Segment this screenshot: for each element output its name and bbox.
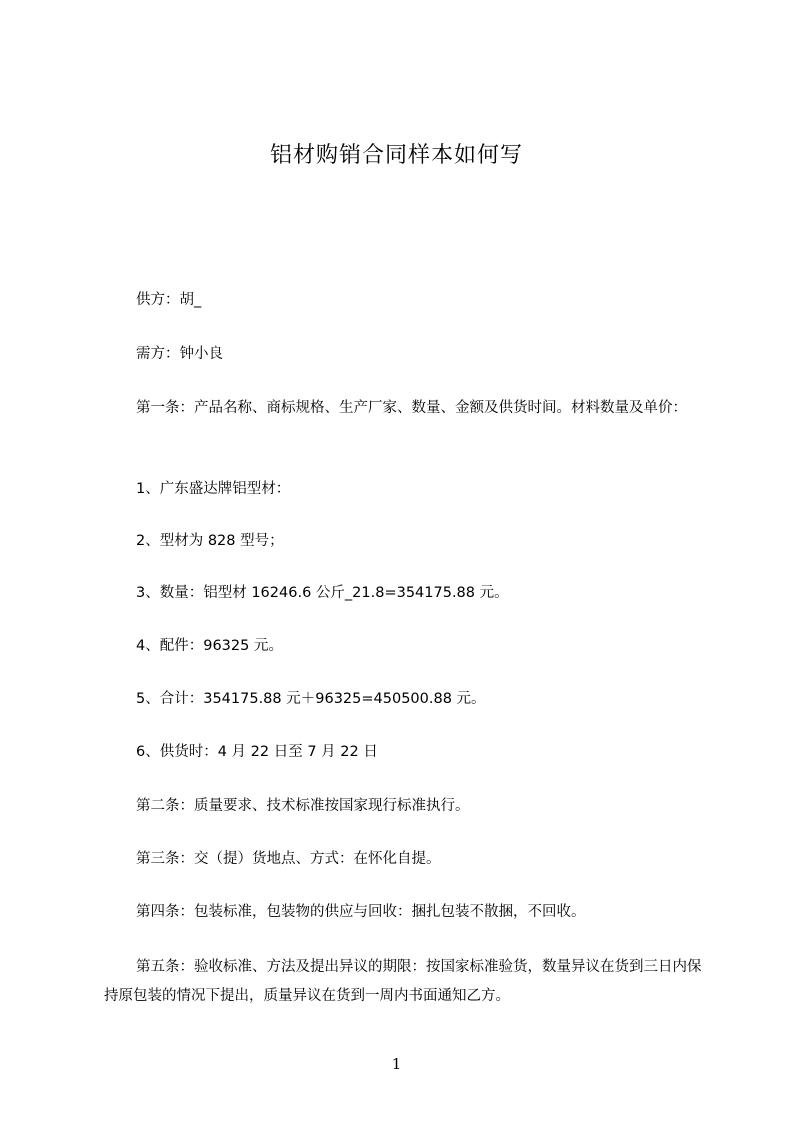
article-2: 第二条：质量要求、技术标准按国家现行标准执行。 — [136, 798, 470, 814]
item-6: 6、供货时：4 月 22 日至 7 月 22 日 — [136, 744, 378, 760]
buyer-line: 需方：钟小良 — [136, 346, 223, 362]
document-title: 铝材购销合同样本如何写 — [269, 143, 523, 168]
article-3: 第三条：交（提）货地点、方式：在怀化自提。 — [136, 851, 441, 867]
item-4: 4、配件：96325 元。 — [136, 638, 283, 654]
page-number: 1 — [391, 1055, 402, 1073]
article-4: 第四条：包装标准，包装物的供应与回收：捆扎包装不散捆，不回收。 — [136, 904, 586, 920]
item-3: 3、数量：铝型材 16246.6 公斤_21.8=354175.88 元。 — [136, 585, 509, 601]
article-1: 第一条：产品名称、商标规格、生产厂家、数量、金额及供货时间。材料数量及单价： — [136, 400, 687, 416]
article-5: 第五条：验收标准、方法及提出异议的期限：按国家标准验货，数量异议在货到三日内保持原包装的情况下提出，质量异议在货到一周内书面通知乙方。 — [104, 959, 702, 1004]
item-1: 1、广东盛达牌铝型材： — [136, 481, 291, 497]
item-2: 2、型材为 828 型号； — [136, 533, 284, 549]
item-5: 5、合计：354175.88 元＋96325=450500.88 元。 — [136, 691, 486, 707]
supplier-line: 供方：胡_ — [136, 292, 202, 308]
